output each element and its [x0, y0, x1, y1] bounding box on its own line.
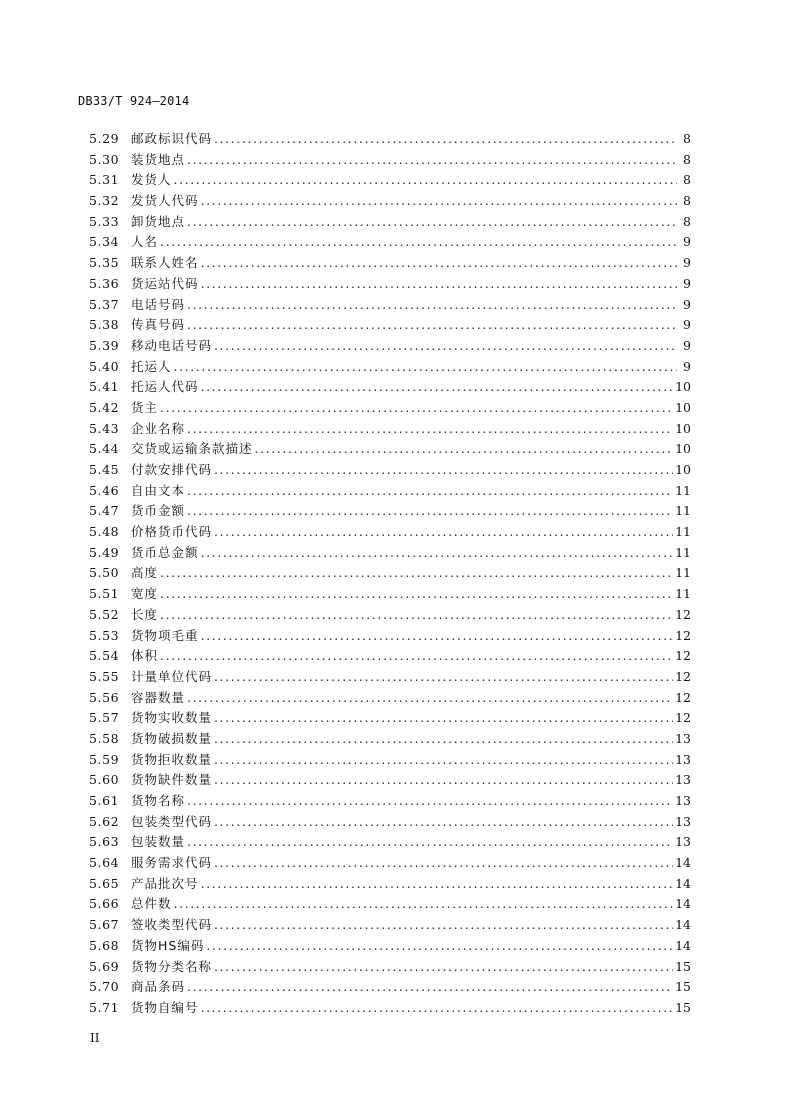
- toc-entry-number: 5.38: [89, 317, 120, 333]
- toc-entry-title: 货物分类名称: [131, 958, 213, 974]
- toc-entry: [89, 688, 691, 709]
- toc-entry: [89, 315, 691, 336]
- toc-leader-dots: [174, 357, 677, 378]
- toc-entry-number: 5.71: [89, 999, 120, 1015]
- toc-entry-page: 15: [675, 999, 691, 1015]
- toc-entry: [89, 170, 691, 191]
- toc-entry-title: 自由文本: [131, 482, 186, 498]
- toc-entry: [89, 295, 691, 316]
- toc-entry-title: 高度: [131, 565, 159, 581]
- toc-entry-page: 13: [675, 751, 691, 767]
- toc-leader-dots: [201, 253, 677, 274]
- toc-entry-page: 11: [675, 503, 691, 519]
- toc-entry: [89, 936, 691, 957]
- toc-leader-dots: [214, 853, 673, 874]
- toc-entry: [89, 439, 691, 460]
- toc-entry-page: 10: [675, 420, 691, 436]
- toc-entry: [89, 460, 691, 481]
- toc-entry-page: 10: [675, 379, 691, 395]
- toc-leader-dots: [160, 398, 673, 419]
- toc-entry-title: 价格货币代码: [131, 524, 213, 540]
- toc-leader-dots: [206, 936, 673, 957]
- toc-entry-page: 11: [675, 565, 691, 581]
- toc-entry-number: 5.39: [89, 337, 120, 353]
- toc-entry: [89, 501, 691, 522]
- toc-entry: [89, 998, 691, 1019]
- toc-leader-dots: [214, 915, 673, 936]
- toc-leader-dots: [201, 626, 674, 647]
- toc-entry: [89, 150, 691, 171]
- toc-entry-page: 11: [675, 524, 691, 540]
- toc-entry-title: 卸货地点: [131, 213, 186, 229]
- toc-leader-dots: [187, 481, 673, 502]
- toc-leader-dots: [160, 605, 673, 626]
- toc-entry-page: 15: [675, 958, 691, 974]
- toc-entry-page: 14: [675, 855, 691, 871]
- toc-entry: [89, 191, 691, 212]
- toc-entry-page: 12: [675, 668, 691, 684]
- toc-leader-dots: [174, 170, 677, 191]
- toc-entry-title: 货物自编号: [131, 999, 199, 1015]
- toc-entry-number: 5.48: [89, 524, 120, 540]
- toc-entry-number: 5.43: [89, 420, 120, 436]
- toc-entry: [89, 915, 691, 936]
- toc-entry-page: 8: [683, 131, 691, 146]
- toc-leader-dots: [187, 832, 673, 853]
- toc-entry-page: 12: [675, 689, 691, 705]
- toc-entry-title: 货主: [131, 399, 159, 415]
- toc-entry-page: 13: [675, 772, 691, 788]
- toc-entry: [89, 212, 691, 233]
- toc-entry: [89, 563, 691, 584]
- toc-entry-page: 9: [683, 296, 691, 312]
- toc-entry: [89, 729, 691, 750]
- toc-entry-page: 15: [675, 979, 691, 995]
- toc-entry-number: 5.35: [89, 255, 120, 271]
- toc-leader-dots: [187, 791, 673, 812]
- toc-entry-title: 宽度: [131, 586, 159, 602]
- toc-entry-title: 服务需求代码: [131, 855, 213, 871]
- toc-entry: [89, 232, 691, 253]
- toc-leader-dots: [214, 812, 673, 833]
- toc-leader-dots: [187, 977, 673, 998]
- toc-entry-page: 9: [683, 337, 691, 353]
- toc-entry: [89, 646, 691, 667]
- toc-entry-title: 货物破损数量: [131, 730, 213, 746]
- toc-entry-page: 14: [675, 917, 691, 933]
- toc-entry-number: 5.32: [89, 193, 120, 209]
- toc-entry-number: 5.57: [89, 710, 120, 726]
- toc-entry: [89, 481, 691, 502]
- toc-entry-number: 5.46: [89, 482, 120, 498]
- page-number-footer: II: [90, 1031, 100, 1045]
- toc-entry-page: 9: [683, 317, 691, 333]
- toc-entry-number: 5.45: [89, 462, 120, 477]
- toc-entry-number: 5.69: [89, 958, 120, 974]
- toc-entry-number: 5.44: [89, 441, 120, 457]
- toc-leader-dots: [187, 212, 677, 233]
- toc-entry-title: 总件数: [131, 896, 172, 912]
- toc-entry: [89, 543, 691, 564]
- toc-entry-title: 包装类型代码: [131, 813, 213, 829]
- toc-entry-page: 10: [675, 399, 691, 415]
- toc-entry-title: 付款安排代码: [131, 462, 213, 477]
- toc-entry-title: 货运站代码: [131, 275, 199, 291]
- toc-entry: [89, 812, 691, 833]
- toc-leader-dots: [201, 191, 677, 212]
- toc-entry: [89, 253, 691, 274]
- toc-entry-title: 签收类型代码: [131, 917, 213, 933]
- toc-entry-title: 货物实收数量: [131, 710, 213, 726]
- toc-entry-number: 5.40: [89, 358, 120, 374]
- toc-entry: [89, 398, 691, 419]
- toc-entry-number: 5.51: [89, 586, 120, 602]
- toc-leader-dots: [214, 750, 673, 771]
- toc-entry-page: 8: [683, 172, 691, 188]
- toc-leader-dots: [214, 129, 677, 150]
- toc-entry-number: 5.55: [89, 668, 120, 684]
- toc-leader-dots: [187, 688, 673, 709]
- toc-entry-number: 5.34: [89, 234, 120, 250]
- toc-entry-title: 产品批次号: [131, 875, 199, 891]
- toc-entry-page: 9: [683, 358, 691, 374]
- toc-entry-number: 5.33: [89, 213, 120, 229]
- toc-entry-title: 托运人: [131, 358, 172, 374]
- toc-entry: [89, 667, 691, 688]
- toc-leader-dots: [214, 957, 673, 978]
- toc-entry-title: 计量单位代码: [131, 668, 213, 684]
- toc-entry-title: 货物缺件数量: [131, 772, 213, 788]
- toc-leader-dots: [201, 377, 674, 398]
- toc-entry-title: 发货人代码: [131, 193, 199, 209]
- toc-entry: [89, 605, 691, 626]
- toc-entry-title: 长度: [131, 606, 159, 622]
- toc-entry-number: 5.61: [89, 793, 120, 808]
- toc-entry-number: 5.54: [89, 648, 120, 664]
- toc-entry-number: 5.52: [89, 606, 120, 622]
- toc-entry: [89, 770, 691, 791]
- toc-entry-number: 5.30: [89, 151, 120, 167]
- toc-entry-title: 货物项毛重: [131, 627, 199, 643]
- toc-entry-number: 5.59: [89, 751, 120, 767]
- toc-entry-number: 5.58: [89, 730, 120, 746]
- toc-entry-number: 5.65: [89, 875, 120, 891]
- toc-entry-title: 传真号码: [131, 317, 186, 333]
- toc-entry-title: 体积: [131, 648, 159, 664]
- toc-entry-number: 5.31: [89, 172, 120, 188]
- toc-leader-dots: [255, 439, 674, 460]
- table-of-contents: [89, 129, 691, 1019]
- toc-leader-dots: [187, 419, 673, 440]
- toc-leader-dots: [187, 501, 673, 522]
- toc-leader-dots: [160, 646, 673, 667]
- toc-entry-title: 商品条码: [131, 979, 186, 995]
- toc-entry: [89, 584, 691, 605]
- toc-entry-title: 包装数量: [131, 834, 186, 850]
- toc-entry-number: 5.50: [89, 565, 120, 581]
- toc-entry: [89, 129, 691, 150]
- toc-entry-page: 12: [675, 606, 691, 622]
- toc-entry: [89, 626, 691, 647]
- toc-entry: [89, 894, 691, 915]
- toc-leader-dots: [214, 770, 673, 791]
- toc-entry: [89, 419, 691, 440]
- toc-entry-title: 容器数量: [131, 689, 186, 705]
- toc-entry-page: 8: [683, 151, 691, 167]
- toc-entry-page: 9: [683, 275, 691, 291]
- toc-entry-page: 11: [675, 586, 691, 602]
- toc-entry-title: 货物拒收数量: [131, 751, 213, 767]
- toc-leader-dots: [201, 274, 677, 295]
- toc-entry-title: 联系人姓名: [131, 255, 199, 271]
- toc-entry-page: 8: [683, 193, 691, 209]
- toc-entry-number: 5.56: [89, 689, 120, 705]
- toc-entry-number: 5.68: [89, 937, 120, 953]
- toc-entry-number: 5.47: [89, 503, 120, 519]
- toc-leader-dots: [214, 667, 673, 688]
- toc-entry-title: 货币总金额: [131, 544, 199, 560]
- toc-entry-page: 14: [675, 896, 691, 912]
- toc-entry-number: 5.29: [89, 131, 120, 146]
- toc-entry-number: 5.64: [89, 855, 120, 871]
- toc-entry: [89, 336, 691, 357]
- toc-entry-page: 12: [675, 710, 691, 726]
- toc-leader-dots: [201, 543, 674, 564]
- toc-entry: [89, 977, 691, 998]
- toc-entry-number: 5.62: [89, 813, 120, 829]
- toc-entry: [89, 957, 691, 978]
- toc-leader-dots: [201, 874, 674, 895]
- toc-entry-page: 10: [675, 462, 691, 477]
- toc-entry-page: 8: [683, 213, 691, 229]
- toc-leader-dots: [187, 150, 677, 171]
- toc-entry-title: 电话号码: [131, 296, 186, 312]
- toc-entry: [89, 522, 691, 543]
- toc-entry: [89, 274, 691, 295]
- toc-entry-page: 12: [675, 627, 691, 643]
- toc-entry-page: 12: [675, 648, 691, 664]
- toc-entry-title: 装货地点: [131, 151, 186, 167]
- toc-entry-page: 13: [675, 813, 691, 829]
- toc-entry-number: 5.42: [89, 399, 120, 415]
- toc-entry-page: 13: [675, 834, 691, 850]
- toc-entry-page: 13: [675, 793, 691, 808]
- toc-entry-number: 5.53: [89, 627, 120, 643]
- toc-entry-number: 5.37: [89, 296, 120, 312]
- toc-entry-page: 9: [683, 234, 691, 250]
- toc-entry-title: 货物HS编码: [131, 937, 205, 953]
- toc-leader-dots: [160, 563, 673, 584]
- toc-leader-dots: [214, 336, 677, 357]
- toc-leader-dots: [201, 998, 674, 1019]
- toc-leader-dots: [187, 295, 677, 316]
- toc-entry-number: 5.36: [89, 275, 120, 291]
- toc-entry: [89, 377, 691, 398]
- toc-leader-dots: [174, 894, 674, 915]
- toc-entry-number: 5.66: [89, 896, 120, 912]
- toc-entry-page: 13: [675, 730, 691, 746]
- toc-entry-title: 移动电话号码: [131, 337, 213, 353]
- toc-entry: [89, 874, 691, 895]
- toc-entry: [89, 708, 691, 729]
- toc-entry-number: 5.63: [89, 834, 120, 850]
- toc-entry-page: 10: [675, 441, 691, 457]
- toc-entry-title: 邮政标识代码: [131, 131, 213, 146]
- toc-entry: [89, 357, 691, 378]
- toc-entry-title: 交货或运输条款描述: [131, 441, 253, 457]
- toc-entry: [89, 853, 691, 874]
- toc-entry-page: 14: [675, 875, 691, 891]
- toc-entry-title: 发货人: [131, 172, 172, 188]
- toc-entry: [89, 750, 691, 771]
- toc-leader-dots: [214, 729, 673, 750]
- toc-entry-page: 14: [675, 937, 691, 953]
- toc-leader-dots: [214, 522, 673, 543]
- toc-entry: [89, 791, 691, 812]
- toc-leader-dots: [160, 232, 677, 253]
- document-header: DB33/T 924—2014: [78, 94, 190, 108]
- toc-leader-dots: [187, 315, 677, 336]
- toc-entry-number: 5.70: [89, 979, 120, 995]
- toc-entry-page: 9: [683, 255, 691, 271]
- toc-leader-dots: [214, 460, 673, 481]
- toc-entry-title: 货币金额: [131, 503, 186, 519]
- toc-entry-title: 货物名称: [131, 793, 186, 808]
- toc-leader-dots: [160, 584, 673, 605]
- toc-entry-number: 5.41: [89, 379, 120, 395]
- toc-entry: [89, 832, 691, 853]
- toc-entry-number: 5.49: [89, 544, 120, 560]
- toc-entry-number: 5.60: [89, 772, 120, 788]
- toc-leader-dots: [214, 708, 673, 729]
- toc-entry-title: 人名: [131, 234, 159, 250]
- toc-entry-number: 5.67: [89, 917, 120, 933]
- toc-entry-title: 托运人代码: [131, 379, 199, 395]
- toc-entry-page: 11: [675, 482, 691, 498]
- toc-entry-page: 11: [675, 544, 691, 560]
- toc-entry-title: 企业名称: [131, 420, 186, 436]
